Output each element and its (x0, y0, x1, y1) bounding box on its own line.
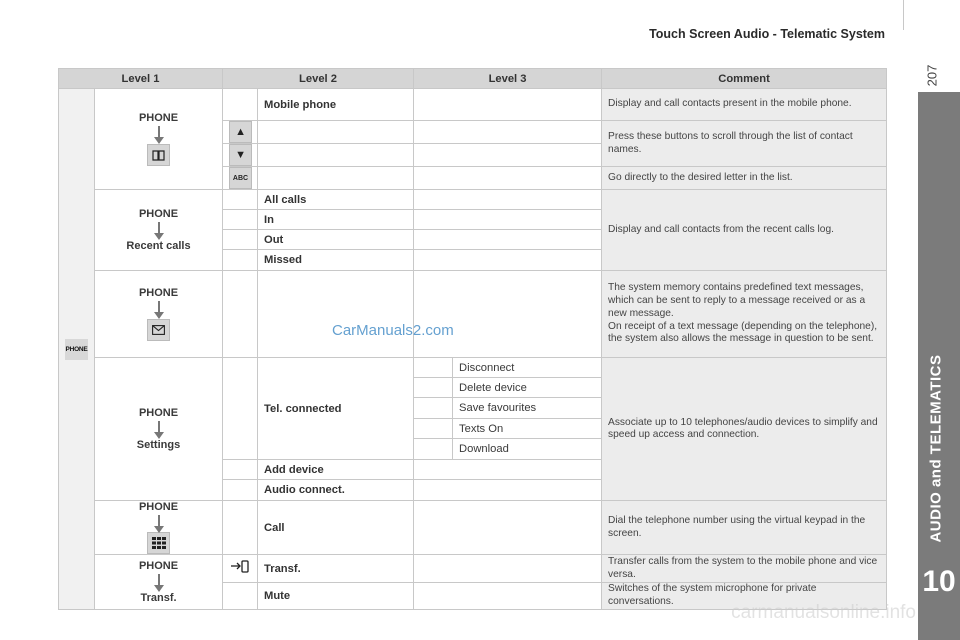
call-label: Call (258, 501, 414, 555)
phone-menu-table (58, 68, 887, 610)
scroll-down-icon: ▼ (229, 144, 252, 166)
delete-device-label: Delete device (453, 378, 602, 398)
level1-cell (59, 89, 95, 610)
all-calls-label: All calls (258, 190, 414, 210)
comment-transf: Transfer calls from the system to the mobile phone and vice versa. (602, 555, 887, 583)
page-number: 207 (924, 64, 940, 86)
transf-label: Transf. (258, 555, 414, 583)
in-label: In (258, 210, 414, 230)
keypad-icon (147, 532, 170, 554)
group1-title: PHONE (138, 112, 179, 125)
header-level1: Level 1 (59, 69, 223, 89)
phone-icon: PHONE (65, 339, 88, 360)
comment-mobile-phone: Display and call contacts present in the mobile phone. (602, 89, 887, 121)
watermark: CarManuals2.com (332, 322, 454, 339)
arrow-down-icon (158, 301, 160, 313)
group6-subtitle: Transf. (140, 592, 177, 605)
comment-settings: Associate up to 10 telephones/audio devices to simplify and speed up access and connection. (602, 358, 887, 501)
comment-scroll: Press these buttons to scroll through the list of contact names. (602, 121, 887, 167)
comment-abc: Go directly to the desired letter in the list. (602, 167, 887, 190)
group1-title-cell (95, 89, 223, 190)
add-device-label: Add device (258, 460, 414, 480)
tel-connected-label: Tel. connected (258, 358, 414, 460)
group2-subtitle: Recent calls (126, 240, 191, 253)
page-header-title: Touch Screen Audio - Telematic System (649, 27, 885, 41)
chapter-number: 10 (922, 565, 956, 598)
group3-title: PHONE (138, 287, 179, 300)
arrow-down-icon (158, 574, 160, 586)
comment-call: Dial the telephone number using the virtual keypad in the screen. (602, 501, 887, 555)
group5-title-cell (95, 501, 223, 555)
scroll-up-icon: ▲ (229, 121, 252, 143)
group3-title-cell (95, 271, 223, 358)
table-row (59, 89, 887, 121)
comment-recent-calls: Display and call contacts from the recent calls log. (602, 190, 887, 271)
arrow-down-icon (158, 515, 160, 527)
table-row (59, 555, 887, 583)
envelope-icon (147, 319, 170, 341)
table-header-row (59, 69, 887, 89)
header-level3: Level 3 (414, 69, 602, 89)
save-favourites-label: Save favourites (453, 398, 602, 419)
group2-title-cell (95, 190, 223, 271)
footer-watermark: carmanualsonline.info (731, 602, 916, 623)
texts-on-label: Texts On (453, 419, 602, 439)
table-row (59, 358, 887, 378)
group4-title-cell (95, 358, 223, 501)
table-row (59, 190, 887, 210)
contacts-book-icon (147, 144, 170, 166)
arrow-down-icon (158, 421, 160, 433)
group4-title: PHONE (138, 407, 179, 420)
table-row (59, 501, 887, 555)
chapter-side-label: AUDIO and TELEMATICS (927, 353, 945, 543)
comment-mute: Switches of the system microphone for private conversations. (602, 583, 887, 610)
abc-icon: ABC (229, 167, 252, 189)
header-rule (903, 0, 904, 30)
transfer-icon (230, 565, 250, 577)
group2-title: PHONE (138, 208, 179, 221)
mobile-phone-label: Mobile phone (258, 89, 414, 121)
missed-label: Missed (258, 250, 414, 271)
mute-label: Mute (258, 583, 414, 610)
download-label: Download (453, 439, 602, 460)
group6-title: PHONE (138, 560, 179, 573)
group6-title-cell (95, 555, 223, 610)
group5-title: PHONE (138, 501, 179, 514)
arrow-down-icon (158, 126, 160, 138)
table-row (59, 271, 887, 358)
arrow-down-icon (158, 222, 160, 234)
group4-subtitle: Settings (136, 439, 181, 452)
header-comment: Comment (602, 69, 887, 89)
disconnect-label: Disconnect (453, 358, 602, 378)
comment-messages: The system memory contains predefined text messages, which can be sent to reply to a message received or as a new message. On receipt of a text message (depending on the telephone), the system also allows the message in question to be sent. (602, 271, 887, 358)
header-level2: Level 2 (223, 69, 414, 89)
out-label: Out (258, 230, 414, 250)
audio-connect-label: Audio connect. (258, 480, 414, 501)
